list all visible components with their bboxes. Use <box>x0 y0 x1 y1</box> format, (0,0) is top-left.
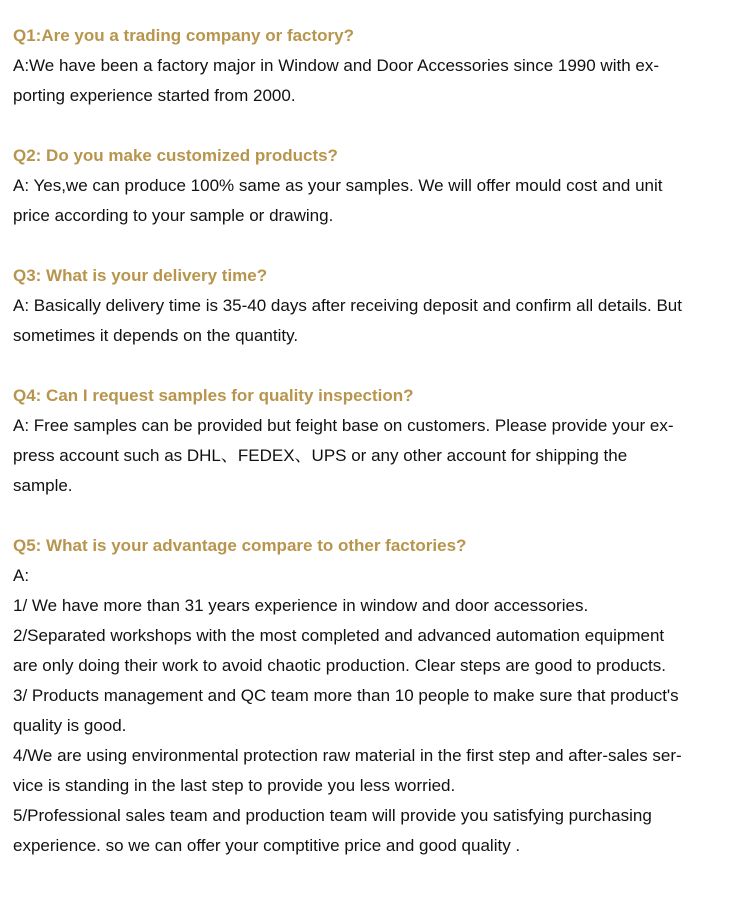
faq-answer-5-line-2: 1/ We have more than 31 years experience in window and door accessories. <box>13 596 589 615</box>
faq-question-2: Q2: Do you make customized products? <box>13 146 338 165</box>
faq-answer-5-line-10: experience. so we can offer your comptitive price and good quality . <box>13 836 521 855</box>
faq-answer-2-line-1: A: Yes,we can produce 100% same as your samples. We will offer mould cost and unit <box>13 176 663 195</box>
faq-answer-5-line-9: 5/Professional sales team and production team will provide you satisfying purchasing <box>13 806 652 825</box>
faq-question-3: Q3: What is your delivery time? <box>13 266 268 285</box>
faq-answer-1-line-2: porting experience started from 2000. <box>13 86 296 105</box>
faq-answer-5-line-5: 3/ Products management and QC team more than 10 people to make sure that product's <box>13 686 679 705</box>
faq-question-4: Q4: Can I request samples for quality inspection? <box>13 386 414 405</box>
faq-answer-2-line-2: price according to your sample or drawing. <box>13 206 334 225</box>
faq-answer-5-line-7: 4/We are using environmental protection raw material in the first step and after-sales ser- <box>13 746 682 765</box>
faq-answer-1-line-1: A:We have been a factory major in Window and Door Accessories since 1990 with ex- <box>13 56 659 75</box>
faq-answer-5-line-6: quality is good. <box>13 716 127 735</box>
faq-answer-4-line-2: press account such as DHL、FEDEX、UPS or any other account for shipping the <box>13 446 628 465</box>
faq-question-5: Q5: What is your advantage compare to other factories? <box>13 536 467 555</box>
faq-question-1: Q1:Are you a trading company or factory? <box>13 26 355 45</box>
faq-answer-4-line-3: sample. <box>13 476 73 495</box>
faq-answer-4-line-1: A: Free samples can be provided but feight base on customers. Please provide your ex- <box>13 416 674 435</box>
faq-answer-5-line-4: are only doing their work to avoid chaotic production. Clear steps are good to products. <box>13 656 666 675</box>
faq-answer-5-line-3: 2/Separated workshops with the most completed and advanced automation equipment <box>13 626 665 645</box>
faq-answer-3-line-2: sometimes it depends on the quantity. <box>13 326 299 345</box>
faq-answer-5-line-8: vice is standing in the last step to provide you less worried. <box>13 776 456 795</box>
faq-answer-3-line-1: A: Basically delivery time is 35-40 days after receiving deposit and confirm all details. But <box>13 296 682 315</box>
faq-answer-5-line-1: A: <box>13 566 30 585</box>
